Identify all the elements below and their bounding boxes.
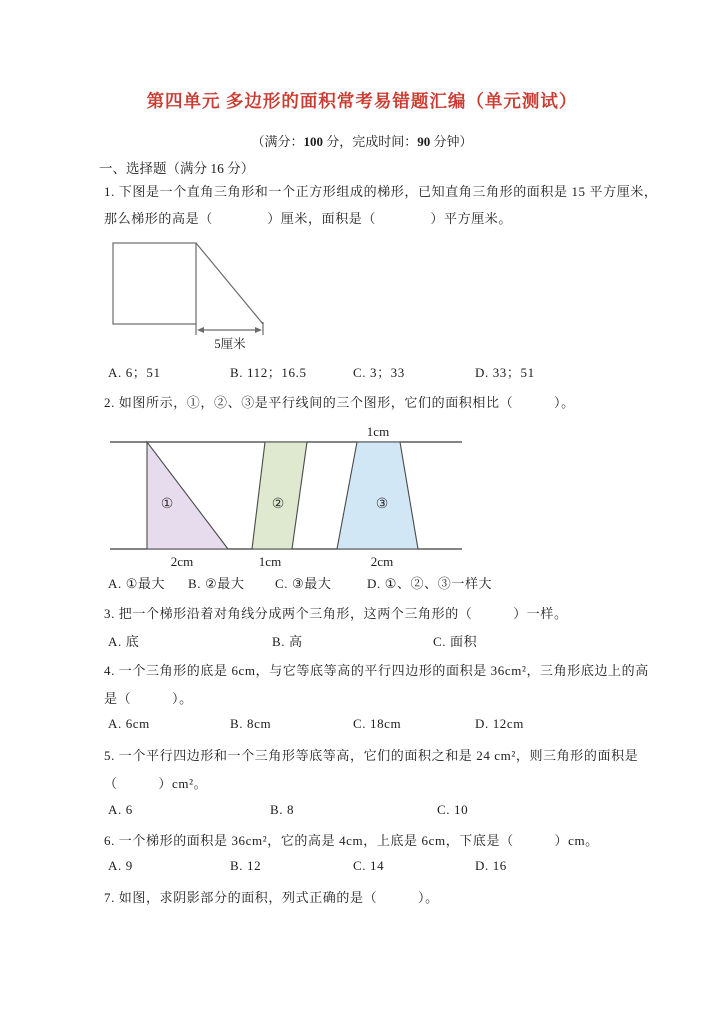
exam-info-line bbox=[0, 131, 724, 150]
q1-option-a: A. 6；51 bbox=[108, 365, 161, 380]
figure1-arrowhead-right bbox=[255, 327, 262, 333]
figure2-shape1-number-label: ① bbox=[160, 497, 174, 512]
figure1-dimension-label: 5厘米 bbox=[214, 337, 246, 351]
q3-option-c: C. 面积 bbox=[433, 634, 478, 649]
q2-option-c: C. ③最大 bbox=[275, 576, 332, 591]
page-title: 第四单元 多边形的面积常考易错题汇编（单元测试） bbox=[146, 91, 578, 111]
question-1-options bbox=[0, 362, 724, 380]
q6-option-d: D. 16 bbox=[475, 858, 507, 873]
q6-option-c: C. 14 bbox=[353, 858, 385, 873]
section-heading: 一、选择题（满分 16 分） bbox=[99, 161, 255, 176]
figure2-bottom-label-1: 2cm bbox=[170, 554, 194, 569]
q4-option-c: C. 18cm bbox=[353, 716, 402, 731]
question-6-options bbox=[0, 858, 724, 876]
question-4-line-2: 是（ ）。 bbox=[104, 691, 193, 706]
figure2-shape2-number-label: ② bbox=[271, 497, 285, 512]
q2-option-b: B. ②最大 bbox=[188, 576, 245, 591]
figure2-bottom-label-2: 1cm bbox=[258, 554, 282, 569]
q4-option-b: B. 8cm bbox=[230, 716, 272, 731]
figure2-trapezoid-shape-3 bbox=[337, 442, 418, 549]
question-2-options bbox=[0, 573, 724, 591]
figure2-triangle-shape-1 bbox=[147, 442, 228, 549]
question-4-line-1: 4. 一个三角形的底是 6cm，与它等底等高的平行四边形的面积是 36cm²，三角形底边上的高 bbox=[104, 663, 649, 678]
q3-option-a: A. 底 bbox=[108, 634, 140, 649]
question-1-line-2: 那么梯形的高是（ ）厘米，面积是（ ）平方厘米。 bbox=[104, 211, 513, 226]
question-4-options bbox=[0, 716, 724, 734]
q1-option-d: D. 33；51 bbox=[475, 365, 535, 380]
exam-info-prefix: （满分： bbox=[251, 134, 304, 149]
q6-option-a: A. 9 bbox=[108, 858, 133, 873]
q6-option-b: B. 12 bbox=[230, 858, 262, 873]
figure2-top-dimension-label: 1cm bbox=[366, 424, 390, 439]
figure2-parallelogram-shape-2 bbox=[252, 442, 307, 549]
figure2-shape3-number-label: ③ bbox=[375, 497, 389, 512]
q4-option-d: D. 12cm bbox=[475, 716, 524, 731]
q3-option-b: B. 高 bbox=[272, 634, 303, 649]
q5-option-c: C. 10 bbox=[437, 802, 469, 817]
question-7-text: 7. 如图，求阴影部分的面积，列式正确的是（ ）。 bbox=[104, 890, 439, 905]
question-3-options bbox=[0, 631, 724, 649]
q2-option-a: A. ①最大 bbox=[108, 576, 166, 591]
figure1-square bbox=[113, 243, 196, 324]
q5-option-b: B. 8 bbox=[270, 802, 295, 817]
exam-info-suffix: 分钟） bbox=[430, 134, 473, 149]
question-2-text: 2. 如图所示，①，②、③是平行线间的三个图形，它们的面积相比（ ）。 bbox=[104, 395, 575, 410]
q1-option-b: B. 112；16.5 bbox=[230, 365, 307, 380]
exam-total-score: 100 bbox=[303, 134, 323, 149]
figure1-arrowhead-left bbox=[197, 327, 204, 333]
q5-option-a: A. 6 bbox=[108, 802, 133, 817]
question-5-options bbox=[0, 802, 724, 820]
question-2-figure bbox=[106, 424, 468, 572]
exam-time-limit: 90 bbox=[417, 134, 431, 149]
figure1-hypotenuse-line bbox=[196, 243, 263, 324]
question-5-line-1: 5. 一个平行四边形和一个三角形等底等高，它们的面积之和是 24 cm²，则三角形的面积是 bbox=[104, 748, 639, 763]
q1-option-c: C. 3；33 bbox=[353, 365, 405, 380]
question-1-figure bbox=[110, 238, 280, 353]
q4-option-a: A. 6cm bbox=[108, 716, 150, 731]
question-6-text: 6. 一个梯形的面积是 36cm²，它的高是 4cm，上底是 6cm，下底是（ ）cm。 bbox=[104, 833, 599, 848]
q2-option-d: D. ①、②、③一样大 bbox=[367, 576, 493, 591]
question-5-line-2: （ ）cm²。 bbox=[104, 776, 208, 791]
question-3-text: 3. 把一个梯形沿着对角线分成两个三角形，这两个三角形的（ ）一样。 bbox=[104, 606, 568, 621]
figure2-bottom-label-3: 2cm bbox=[370, 554, 394, 569]
question-1-line-1: 1. 下图是一个直角三角形和一个正方形组成的梯形，已知直角三角形的面积是 15 平方厘米， bbox=[104, 184, 658, 199]
exam-info-mid: 分，完成时间： bbox=[322, 134, 418, 149]
